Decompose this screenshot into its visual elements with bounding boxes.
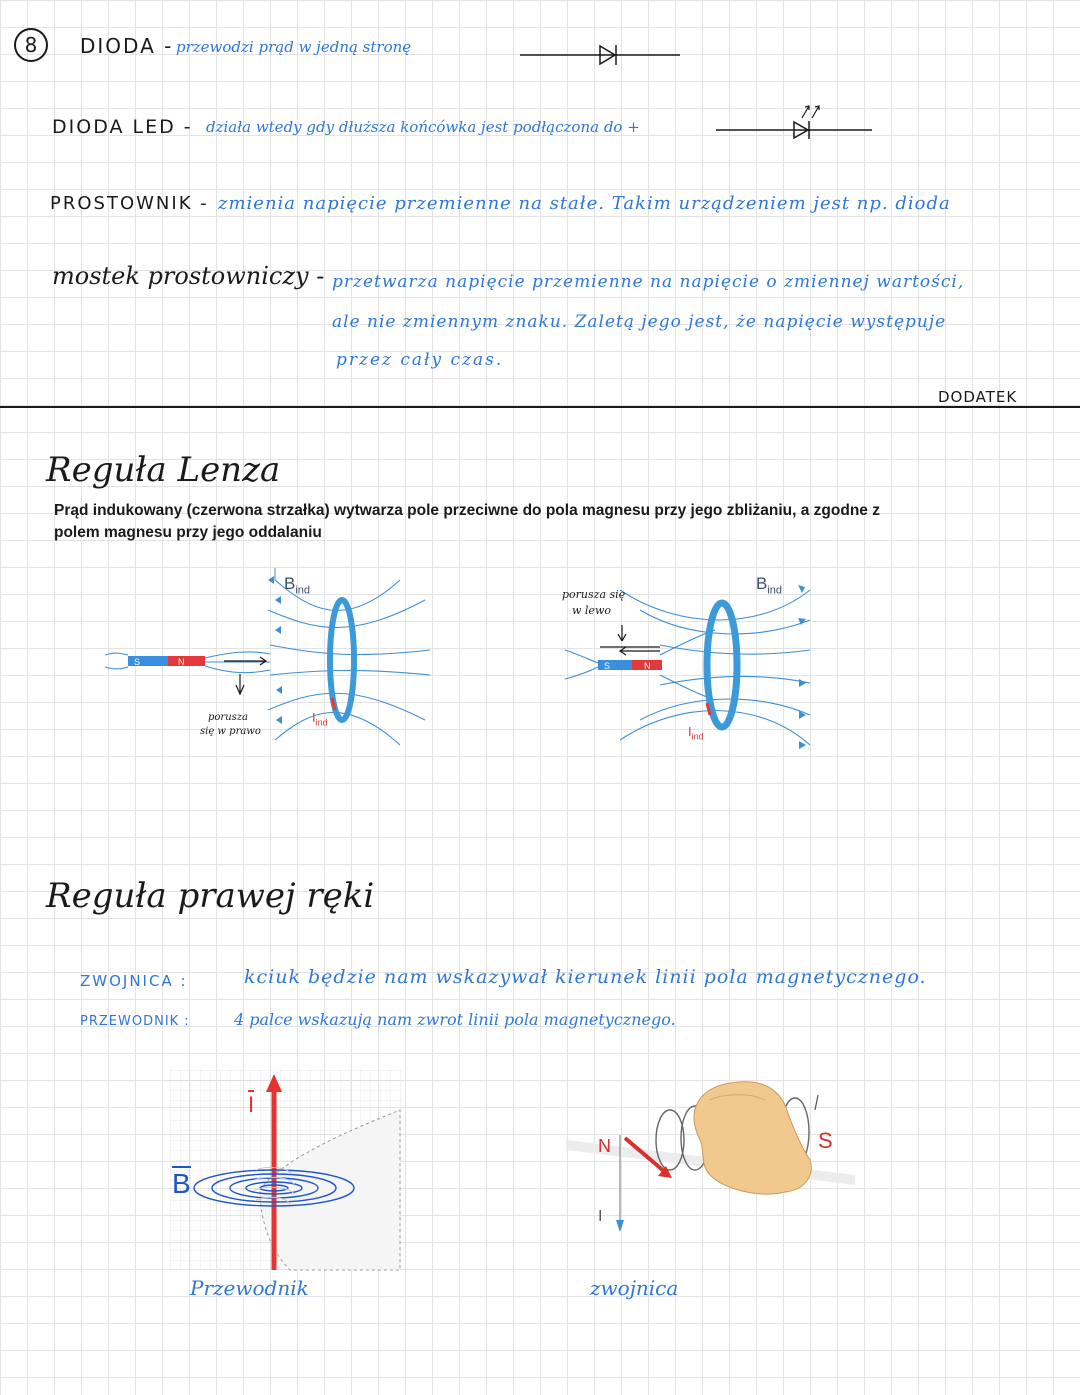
bridge-line-3: przez cały czas. <box>336 350 504 370</box>
lenz-fig2-magnet-s: S <box>604 661 611 671</box>
lenz-fig1-i-label: $I_{ind}$ <box>312 710 328 728</box>
right-hand-wire-figure <box>170 1070 402 1270</box>
coil-fig-caption: zwojnica <box>590 1276 679 1300</box>
section-number: 8 <box>24 33 38 57</box>
lenz-text-line-2: polem magnesu przy jego oddalaniu <box>54 524 322 541</box>
led-term: DIODA LED - <box>52 116 193 138</box>
bridge-line-2: ale nie zmiennym znaku. Zaletą jego jest, że napięcie występuje <box>332 312 947 332</box>
lenz-fig1-magnet-s: S <box>134 657 141 667</box>
wire-fig-i-label: I <box>248 1092 255 1117</box>
lenz-text-line-1: Prąd indukowany (czerwona strzałka) wytwarza pole przeciwne do pola magnesu przy jego zbliżaniu, a zgodne z <box>54 502 880 519</box>
diode-definition: przewodzi prąd w jedną stronę <box>176 38 412 56</box>
lenz-fig2-i-label: $I_{ind}$ <box>688 724 704 742</box>
right-hand-title: Reguła prawej ręki <box>46 876 375 916</box>
diode-term: DIODA - <box>80 34 174 58</box>
right-hand-coil-figure <box>560 1080 870 1280</box>
lenz-title: Reguła Lenza <box>46 450 281 490</box>
lenz-fig1-magnet-n: N <box>178 657 185 667</box>
lenz-fig1-b-label: $B_{ind}$ <box>284 574 311 597</box>
coil-term: ZWOJNICA : <box>80 972 188 990</box>
coil-fig-n-label: N <box>598 1136 611 1156</box>
wire-definition: 4 palce wskazują nam zwrot linii pola magnetycznego. <box>234 1010 676 1029</box>
coil-fig-s-label: S <box>818 1128 833 1153</box>
rectifier-definition: zmienia napięcie przemienne na stałe. Takim urządzeniem jest np. dioda <box>218 193 951 214</box>
bridge-line-1: przetwarza napięcie przemienne na napięcie o zmiennej wartości, <box>332 272 965 292</box>
led-diode-symbol-icon <box>716 100 876 145</box>
lenz-fig2-note-1: porusza się <box>562 588 626 601</box>
lenz-figure-approach <box>100 570 440 750</box>
lenz-fig1-note-2: się w prawo <box>200 726 261 737</box>
wire-fig-b-label: B <box>172 1168 191 1199</box>
section-number-circle <box>14 28 48 62</box>
lenz-fig2-note-2: w lewo <box>572 604 611 617</box>
wire-term: PRZEWODNIK : <box>80 1014 190 1029</box>
coil-fig-i-label: I <box>598 1208 603 1225</box>
wire-fig-caption: Przewodnik <box>190 1276 309 1300</box>
lenz-fig1-note-1: porusza <box>208 712 249 723</box>
lenz-fig2-magnet-n: N <box>644 661 651 671</box>
appendix-label: DODATEK <box>938 388 1018 406</box>
lenz-fig2-b-label: $B_{ind}$ <box>756 574 783 597</box>
diode-symbol-icon <box>520 40 685 70</box>
section-divider <box>0 406 1080 408</box>
bridge-term: mostek prostowniczy - <box>52 262 325 290</box>
rectifier-term: PROSTOWNIK - <box>50 193 209 214</box>
lenz-fig2-ring <box>707 603 737 727</box>
led-definition: działa wtedy gdy dłuższa końcówka jest podłączona do + <box>206 118 640 136</box>
coil-definition: kciuk będzie nam wskazywał kierunek linii pola magnetycznego. <box>244 966 927 988</box>
